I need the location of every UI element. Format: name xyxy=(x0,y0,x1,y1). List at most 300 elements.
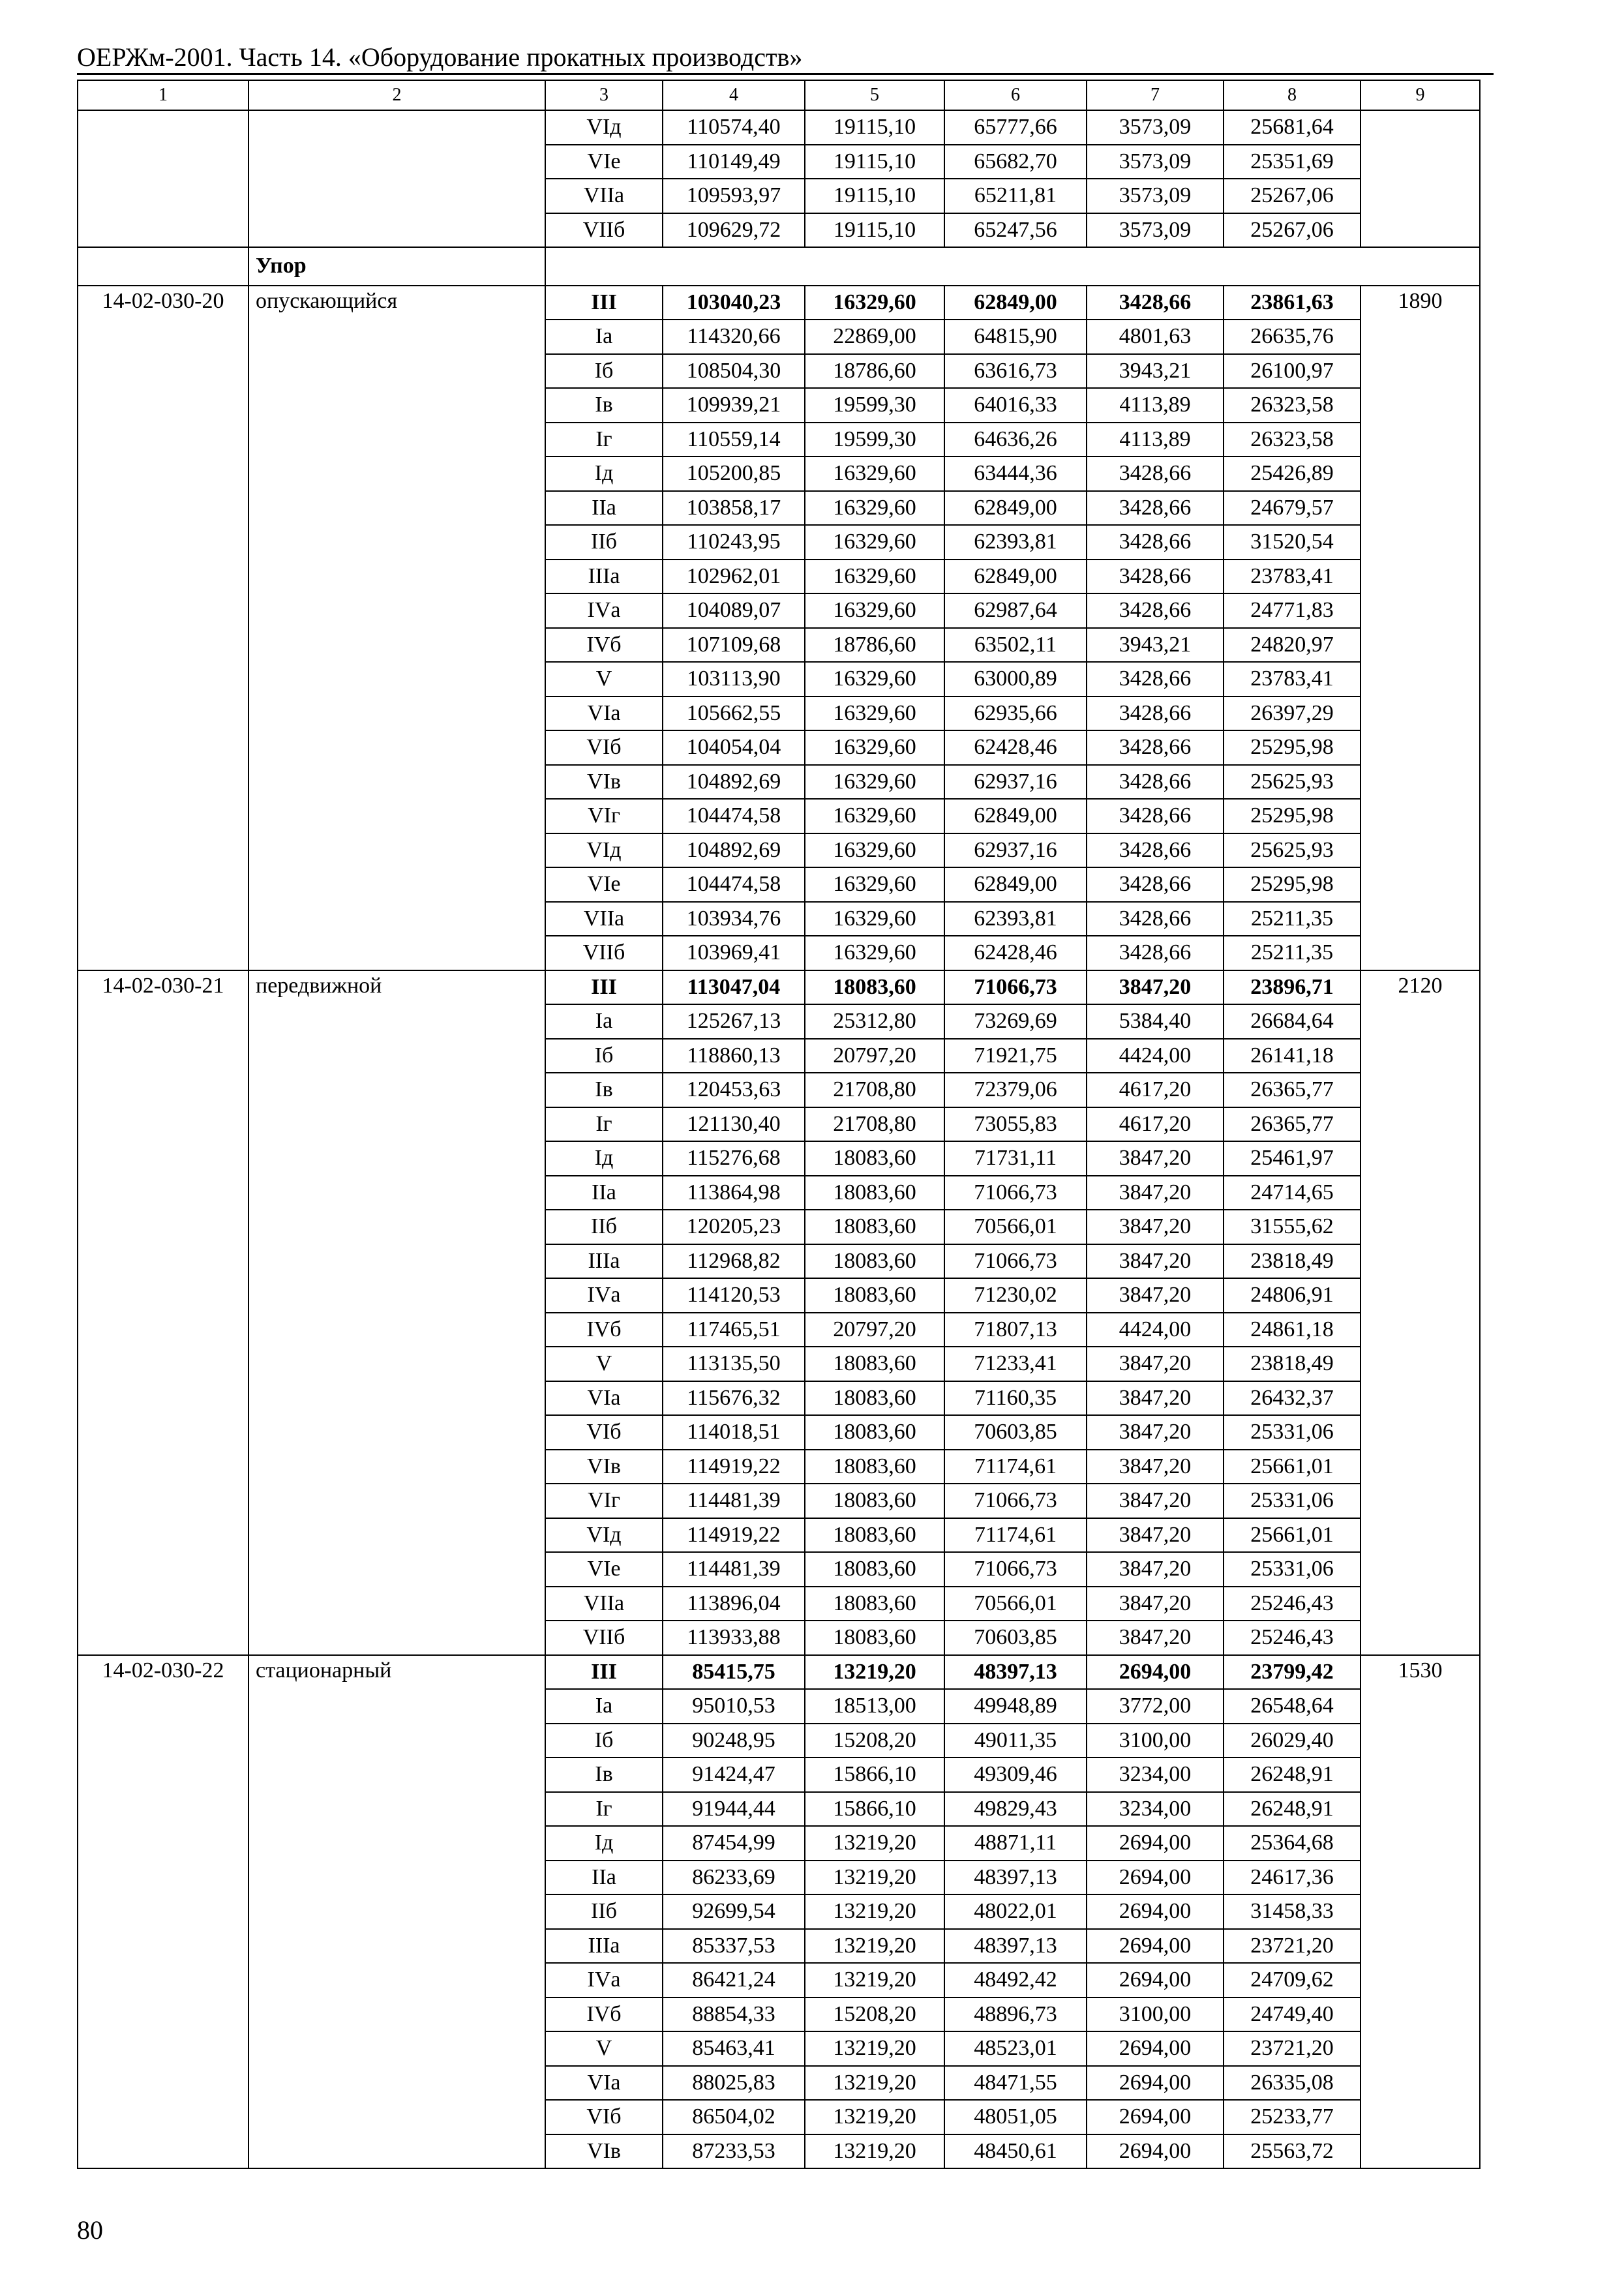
zone-cell: IIа xyxy=(545,1176,663,1210)
value-cell: 92699,54 xyxy=(663,1894,805,1929)
value-cell: 3573,09 xyxy=(1087,213,1224,248)
value-cell: 71230,02 xyxy=(944,1278,1087,1313)
value-cell: 5384,40 xyxy=(1087,1004,1224,1039)
value-cell: 3847,20 xyxy=(1087,1552,1224,1587)
value-cell: 18083,60 xyxy=(805,1278,944,1313)
value-cell: 23818,49 xyxy=(1224,1347,1361,1381)
value-cell: 18786,60 xyxy=(805,354,944,389)
zone-cell: VIб xyxy=(545,1415,663,1450)
value-cell: 2694,00 xyxy=(1087,1963,1224,1997)
value-cell: 3100,00 xyxy=(1087,1724,1224,1758)
value-cell: 26100,97 xyxy=(1224,354,1361,389)
value-cell: 48523,01 xyxy=(944,2031,1087,2066)
value-cell: 24861,18 xyxy=(1224,1313,1361,1347)
value-cell: 3428,66 xyxy=(1087,696,1224,731)
value-cell: 16329,60 xyxy=(805,799,944,833)
zone-cell: Iб xyxy=(545,354,663,389)
value-cell: 3428,66 xyxy=(1087,867,1224,902)
value-cell: 95010,53 xyxy=(663,1689,805,1724)
value-cell: 3428,66 xyxy=(1087,456,1224,491)
value-cell: 26684,64 xyxy=(1224,1004,1361,1039)
value-cell: 13219,20 xyxy=(805,2100,944,2134)
value-cell: 15208,20 xyxy=(805,1997,944,2032)
value-cell: 91424,47 xyxy=(663,1758,805,1792)
value-cell: 4113,89 xyxy=(1087,423,1224,457)
value-cell: 62849,00 xyxy=(944,286,1087,320)
value-cell: 13219,20 xyxy=(805,1929,944,1964)
value-cell: 71066,73 xyxy=(944,970,1087,1005)
zone-cell: Iв xyxy=(545,1758,663,1792)
value-cell: 23721,20 xyxy=(1224,2031,1361,2066)
value-cell: 25563,72 xyxy=(1224,2134,1361,2169)
item-name: стационарный xyxy=(248,1655,545,2169)
value-cell: 19599,30 xyxy=(805,388,944,423)
value-cell: 48397,13 xyxy=(944,1861,1087,1895)
header-rule xyxy=(77,73,1494,75)
column-number-row xyxy=(78,80,1480,110)
value-cell: 3847,20 xyxy=(1087,1347,1224,1381)
value-cell: 125267,13 xyxy=(663,1004,805,1039)
value-cell: 25625,93 xyxy=(1224,833,1361,868)
value-cell: 86504,02 xyxy=(663,2100,805,2134)
value-cell: 109629,72 xyxy=(663,213,805,248)
item-code: 14-02-030-20 xyxy=(78,286,248,970)
zone-cell: V xyxy=(545,662,663,696)
value-cell: 48397,13 xyxy=(944,1655,1087,1690)
item-name: передвижной xyxy=(248,970,545,1655)
zone-cell: IVа xyxy=(545,1963,663,1997)
value-cell: 86421,24 xyxy=(663,1963,805,1997)
value-cell: 49829,43 xyxy=(944,1792,1087,1827)
zone-cell: V xyxy=(545,2031,663,2066)
value-cell: 13219,20 xyxy=(805,1655,944,1690)
value-cell: 114481,39 xyxy=(663,1484,805,1518)
zone-cell: VIе xyxy=(545,145,663,179)
value-cell: 23783,41 xyxy=(1224,662,1361,696)
value-cell: 114018,51 xyxy=(663,1415,805,1450)
value-cell: 71066,73 xyxy=(944,1484,1087,1518)
zone-cell: Iг xyxy=(545,1792,663,1827)
value-cell: 3772,00 xyxy=(1087,1689,1224,1724)
value-cell: 104054,04 xyxy=(663,730,805,765)
zone-cell: VIIа xyxy=(545,179,663,213)
value-cell: 25331,06 xyxy=(1224,1552,1361,1587)
value-cell: 62937,16 xyxy=(944,833,1087,868)
value-cell: 3847,20 xyxy=(1087,970,1224,1005)
value-cell: 18083,60 xyxy=(805,1552,944,1587)
value-cell: 25211,35 xyxy=(1224,902,1361,936)
value-cell: 88854,33 xyxy=(663,1997,805,2032)
value-cell: 15866,10 xyxy=(805,1792,944,1827)
value-cell: 3847,20 xyxy=(1087,1176,1224,1210)
value-cell: 26248,91 xyxy=(1224,1758,1361,1792)
zone-cell: VIд xyxy=(545,110,663,145)
value-cell: 63616,73 xyxy=(944,354,1087,389)
value-cell: 26548,64 xyxy=(1224,1689,1361,1724)
value-cell: 25661,01 xyxy=(1224,1450,1361,1484)
value-cell: 114919,22 xyxy=(663,1450,805,1484)
value-cell: 26029,40 xyxy=(1224,1724,1361,1758)
value-cell: 31520,54 xyxy=(1224,525,1361,560)
value-cell: 49948,89 xyxy=(944,1689,1087,1724)
value-cell: 16329,60 xyxy=(805,902,944,936)
value-cell: 23721,20 xyxy=(1224,1929,1361,1964)
value-cell: 26432,37 xyxy=(1224,1381,1361,1416)
value-cell: 3234,00 xyxy=(1087,1758,1224,1792)
value-cell: 71174,61 xyxy=(944,1518,1087,1553)
value-cell: 71731,11 xyxy=(944,1141,1087,1176)
zone-cell: IVб xyxy=(545,628,663,663)
value-cell: 87454,99 xyxy=(663,1826,805,1861)
value-cell: 48450,61 xyxy=(944,2134,1087,2169)
value-cell: 71066,73 xyxy=(944,1176,1087,1210)
column-number: 1 xyxy=(78,80,248,110)
value-cell: 108504,30 xyxy=(663,354,805,389)
value-cell: 49309,46 xyxy=(944,1758,1087,1792)
value-cell: 117465,51 xyxy=(663,1313,805,1347)
value-cell: 19115,10 xyxy=(805,145,944,179)
value-cell: 103113,90 xyxy=(663,662,805,696)
value-cell: 113933,88 xyxy=(663,1621,805,1655)
page-number: 80 xyxy=(77,2215,103,2245)
value-cell: 26397,29 xyxy=(1224,696,1361,731)
value-cell: 86233,69 xyxy=(663,1861,805,1895)
value-cell: 62393,81 xyxy=(944,902,1087,936)
code-cell xyxy=(78,247,248,286)
value-cell: 3428,66 xyxy=(1087,902,1224,936)
value-cell: 120453,63 xyxy=(663,1073,805,1107)
zone-cell: Iд xyxy=(545,1826,663,1861)
value-cell: 90248,95 xyxy=(663,1724,805,1758)
value-cell: 23818,49 xyxy=(1224,1244,1361,1279)
value-cell: 16329,60 xyxy=(805,867,944,902)
value-cell: 26248,91 xyxy=(1224,1792,1361,1827)
value-cell: 65777,66 xyxy=(944,110,1087,145)
value-cell: 73269,69 xyxy=(944,1004,1087,1039)
value-cell: 48471,55 xyxy=(944,2066,1087,2101)
value-cell: 18083,60 xyxy=(805,1141,944,1176)
value-cell: 18083,60 xyxy=(805,1415,944,1450)
zone-cell: IIб xyxy=(545,1894,663,1929)
value-cell: 19115,10 xyxy=(805,179,944,213)
value-cell: 113047,04 xyxy=(663,970,805,1005)
zone-cell: Iд xyxy=(545,456,663,491)
value-cell: 16329,60 xyxy=(805,662,944,696)
value-cell: 3847,20 xyxy=(1087,1381,1224,1416)
value-cell: 24709,62 xyxy=(1224,1963,1361,1997)
zone-cell: Iб xyxy=(545,1039,663,1073)
table-row xyxy=(78,110,1480,145)
value-cell: 26335,08 xyxy=(1224,2066,1361,2101)
price-table xyxy=(77,80,1481,2169)
value-cell: 25461,97 xyxy=(1224,1141,1361,1176)
value-cell: 16329,60 xyxy=(805,765,944,800)
value-cell: 3847,20 xyxy=(1087,1518,1224,1553)
value-cell: 63502,11 xyxy=(944,628,1087,663)
value-cell: 4113,89 xyxy=(1087,388,1224,423)
zone-cell: Iа xyxy=(545,1004,663,1039)
value-cell: 3847,20 xyxy=(1087,1278,1224,1313)
value-cell: 109939,21 xyxy=(663,388,805,423)
value-cell: 3943,21 xyxy=(1087,354,1224,389)
zone-cell: VIIб xyxy=(545,1621,663,1655)
value-cell: 18786,60 xyxy=(805,628,944,663)
value-cell: 62849,00 xyxy=(944,867,1087,902)
value-cell: 118860,13 xyxy=(663,1039,805,1073)
value-cell: 25246,43 xyxy=(1224,1587,1361,1621)
value-cell: 26323,58 xyxy=(1224,423,1361,457)
value-cell: 3100,00 xyxy=(1087,1997,1224,2032)
value-cell: 23896,71 xyxy=(1224,970,1361,1005)
value-cell: 25312,80 xyxy=(805,1004,944,1039)
value-cell: 25625,93 xyxy=(1224,765,1361,800)
zone-cell: Iб xyxy=(545,1724,663,1758)
value-cell: 2694,00 xyxy=(1087,2134,1224,2169)
value-cell: 25351,69 xyxy=(1224,145,1361,179)
value-cell: 25246,43 xyxy=(1224,1621,1361,1655)
value-cell: 18083,60 xyxy=(805,1210,944,1244)
value-cell: 25295,98 xyxy=(1224,799,1361,833)
value-cell: 85463,41 xyxy=(663,2031,805,2066)
value-cell: 18083,60 xyxy=(805,1621,944,1655)
value-cell: 62393,81 xyxy=(944,525,1087,560)
zone-cell: VIIа xyxy=(545,1587,663,1621)
value-cell: 3234,00 xyxy=(1087,1792,1224,1827)
value-cell: 71233,41 xyxy=(944,1347,1087,1381)
zone-cell: Iв xyxy=(545,388,663,423)
value-cell: 103858,17 xyxy=(663,491,805,526)
value-cell: 71160,35 xyxy=(944,1381,1087,1416)
table-row xyxy=(78,1655,1480,1690)
value-cell: 19115,10 xyxy=(805,110,944,145)
value-cell: 114481,39 xyxy=(663,1552,805,1587)
value-cell: 18083,60 xyxy=(805,1450,944,1484)
value-cell: 2694,00 xyxy=(1087,1655,1224,1690)
zone-cell: VIа xyxy=(545,1381,663,1416)
value-cell: 62849,00 xyxy=(944,560,1087,594)
value-cell: 24617,36 xyxy=(1224,1861,1361,1895)
group-span-cell xyxy=(545,247,1480,286)
zone-cell: IIIа xyxy=(545,1244,663,1279)
value-cell: 112968,82 xyxy=(663,1244,805,1279)
value-cell: 62428,46 xyxy=(944,936,1087,970)
value-cell: 3428,66 xyxy=(1087,560,1224,594)
value-cell: 4801,63 xyxy=(1087,320,1224,354)
value-cell: 21708,80 xyxy=(805,1073,944,1107)
zone-cell: VIв xyxy=(545,765,663,800)
zone-cell: VIб xyxy=(545,2100,663,2134)
zone-cell: Iа xyxy=(545,320,663,354)
col9-cell xyxy=(1361,110,1480,247)
value-cell: 65247,56 xyxy=(944,213,1087,248)
value-cell: 25295,98 xyxy=(1224,867,1361,902)
value-cell: 16329,60 xyxy=(805,730,944,765)
value-cell: 3428,66 xyxy=(1087,662,1224,696)
zone-cell: IVб xyxy=(545,1313,663,1347)
value-cell: 18083,60 xyxy=(805,1518,944,1553)
value-cell: 26141,18 xyxy=(1224,1039,1361,1073)
value-cell: 72379,06 xyxy=(944,1073,1087,1107)
value-cell: 16329,60 xyxy=(805,833,944,868)
value-cell: 20797,20 xyxy=(805,1039,944,1073)
value-cell: 114320,66 xyxy=(663,320,805,354)
value-cell: 26323,58 xyxy=(1224,388,1361,423)
item-code: 14-02-030-21 xyxy=(78,970,248,1655)
value-cell: 70603,85 xyxy=(944,1415,1087,1450)
item-col9: 1890 xyxy=(1361,286,1480,970)
value-cell: 63000,89 xyxy=(944,662,1087,696)
zone-cell: Iа xyxy=(545,1689,663,1724)
column-number: 7 xyxy=(1087,80,1224,110)
zone-cell: VIд xyxy=(545,1518,663,1553)
value-cell: 3428,66 xyxy=(1087,491,1224,526)
value-cell: 107109,68 xyxy=(663,628,805,663)
column-number: 4 xyxy=(663,80,805,110)
table-row xyxy=(78,970,1480,1005)
zone-cell: VIб xyxy=(545,730,663,765)
zone-cell: VIд xyxy=(545,833,663,868)
zone-cell: VIв xyxy=(545,1450,663,1484)
zone-cell: Iг xyxy=(545,1107,663,1142)
value-cell: 105662,55 xyxy=(663,696,805,731)
value-cell: 25295,98 xyxy=(1224,730,1361,765)
value-cell: 113135,50 xyxy=(663,1347,805,1381)
value-cell: 63444,36 xyxy=(944,456,1087,491)
zone-cell: III xyxy=(545,1655,663,1690)
column-number: 3 xyxy=(545,80,663,110)
value-cell: 18083,60 xyxy=(805,970,944,1005)
value-cell: 23861,63 xyxy=(1224,286,1361,320)
value-cell: 71921,75 xyxy=(944,1039,1087,1073)
value-cell: 87233,53 xyxy=(663,2134,805,2169)
value-cell: 16329,60 xyxy=(805,491,944,526)
value-cell: 85337,53 xyxy=(663,1929,805,1964)
value-cell: 3847,20 xyxy=(1087,1587,1224,1621)
value-cell: 19115,10 xyxy=(805,213,944,248)
value-cell: 3428,66 xyxy=(1087,833,1224,868)
value-cell: 71174,61 xyxy=(944,1450,1087,1484)
value-cell: 24806,91 xyxy=(1224,1278,1361,1313)
value-cell: 3573,09 xyxy=(1087,179,1224,213)
value-cell: 24679,57 xyxy=(1224,491,1361,526)
page-header: ОЕРЖм-2001. Часть 14. «Оборудование прокатных производств» xyxy=(77,42,803,72)
value-cell: 48397,13 xyxy=(944,1929,1087,1964)
value-cell: 3428,66 xyxy=(1087,286,1224,320)
value-cell: 3428,66 xyxy=(1087,525,1224,560)
value-cell: 88025,83 xyxy=(663,2066,805,2101)
value-cell: 113864,98 xyxy=(663,1176,805,1210)
value-cell: 16329,60 xyxy=(805,593,944,628)
value-cell: 13219,20 xyxy=(805,1894,944,1929)
value-cell: 102962,01 xyxy=(663,560,805,594)
value-cell: 3573,09 xyxy=(1087,110,1224,145)
value-cell: 65211,81 xyxy=(944,179,1087,213)
value-cell: 4617,20 xyxy=(1087,1107,1224,1142)
value-cell: 13219,20 xyxy=(805,1861,944,1895)
value-cell: 13219,20 xyxy=(805,2031,944,2066)
value-cell: 48871,11 xyxy=(944,1826,1087,1861)
value-cell: 114919,22 xyxy=(663,1518,805,1553)
value-cell: 16329,60 xyxy=(805,560,944,594)
value-cell: 70566,01 xyxy=(944,1587,1087,1621)
value-cell: 16329,60 xyxy=(805,286,944,320)
value-cell: 70566,01 xyxy=(944,1210,1087,1244)
value-cell: 13219,20 xyxy=(805,1963,944,1997)
value-cell: 21708,80 xyxy=(805,1107,944,1142)
code-cell xyxy=(78,110,248,247)
value-cell: 64815,90 xyxy=(944,320,1087,354)
value-cell: 13219,20 xyxy=(805,2134,944,2169)
value-cell: 3847,20 xyxy=(1087,1244,1224,1279)
column-number: 9 xyxy=(1361,80,1480,110)
value-cell: 18083,60 xyxy=(805,1176,944,1210)
value-cell: 26365,77 xyxy=(1224,1073,1361,1107)
value-cell: 13219,20 xyxy=(805,2066,944,2101)
value-cell: 3943,21 xyxy=(1087,628,1224,663)
value-cell: 3847,20 xyxy=(1087,1141,1224,1176)
zone-cell: VIIа xyxy=(545,902,663,936)
value-cell: 3847,20 xyxy=(1087,1484,1224,1518)
value-cell: 18083,60 xyxy=(805,1587,944,1621)
value-cell: 121130,40 xyxy=(663,1107,805,1142)
value-cell: 22869,00 xyxy=(805,320,944,354)
value-cell: 71807,13 xyxy=(944,1313,1087,1347)
value-cell: 104089,07 xyxy=(663,593,805,628)
value-cell: 3428,66 xyxy=(1087,593,1224,628)
zone-cell: IVб xyxy=(545,1997,663,2032)
value-cell: 73055,83 xyxy=(944,1107,1087,1142)
zone-cell: IIIа xyxy=(545,560,663,594)
value-cell: 3428,66 xyxy=(1087,936,1224,970)
value-cell: 24714,65 xyxy=(1224,1176,1361,1210)
value-cell: 16329,60 xyxy=(805,456,944,491)
zone-cell: IIIа xyxy=(545,1929,663,1964)
group-row xyxy=(78,247,1480,286)
value-cell: 25211,35 xyxy=(1224,936,1361,970)
zone-cell: VIе xyxy=(545,1552,663,1587)
value-cell: 3428,66 xyxy=(1087,799,1224,833)
value-cell: 25331,06 xyxy=(1224,1484,1361,1518)
value-cell: 3428,66 xyxy=(1087,730,1224,765)
value-cell: 4424,00 xyxy=(1087,1313,1224,1347)
value-cell: 25331,06 xyxy=(1224,1415,1361,1450)
zone-cell: VIIб xyxy=(545,213,663,248)
value-cell: 3573,09 xyxy=(1087,145,1224,179)
value-cell: 104892,69 xyxy=(663,833,805,868)
value-cell: 15208,20 xyxy=(805,1724,944,1758)
value-cell: 18513,00 xyxy=(805,1689,944,1724)
value-cell: 48022,01 xyxy=(944,1894,1087,1929)
value-cell: 85415,75 xyxy=(663,1655,805,1690)
value-cell: 62849,00 xyxy=(944,491,1087,526)
value-cell: 3847,20 xyxy=(1087,1415,1224,1450)
value-cell: 71066,73 xyxy=(944,1244,1087,1279)
value-cell: 115676,32 xyxy=(663,1381,805,1416)
zone-cell: Iг xyxy=(545,423,663,457)
zone-cell: VIа xyxy=(545,696,663,731)
value-cell: 70603,85 xyxy=(944,1621,1087,1655)
column-number: 2 xyxy=(248,80,545,110)
value-cell: 2694,00 xyxy=(1087,2100,1224,2134)
value-cell: 25426,89 xyxy=(1224,456,1361,491)
value-cell: 48492,42 xyxy=(944,1963,1087,1997)
value-cell: 24771,83 xyxy=(1224,593,1361,628)
value-cell: 23783,41 xyxy=(1224,560,1361,594)
value-cell: 109593,97 xyxy=(663,179,805,213)
value-cell: 18083,60 xyxy=(805,1347,944,1381)
group-title: Упор xyxy=(248,247,545,286)
value-cell: 48051,05 xyxy=(944,2100,1087,2134)
